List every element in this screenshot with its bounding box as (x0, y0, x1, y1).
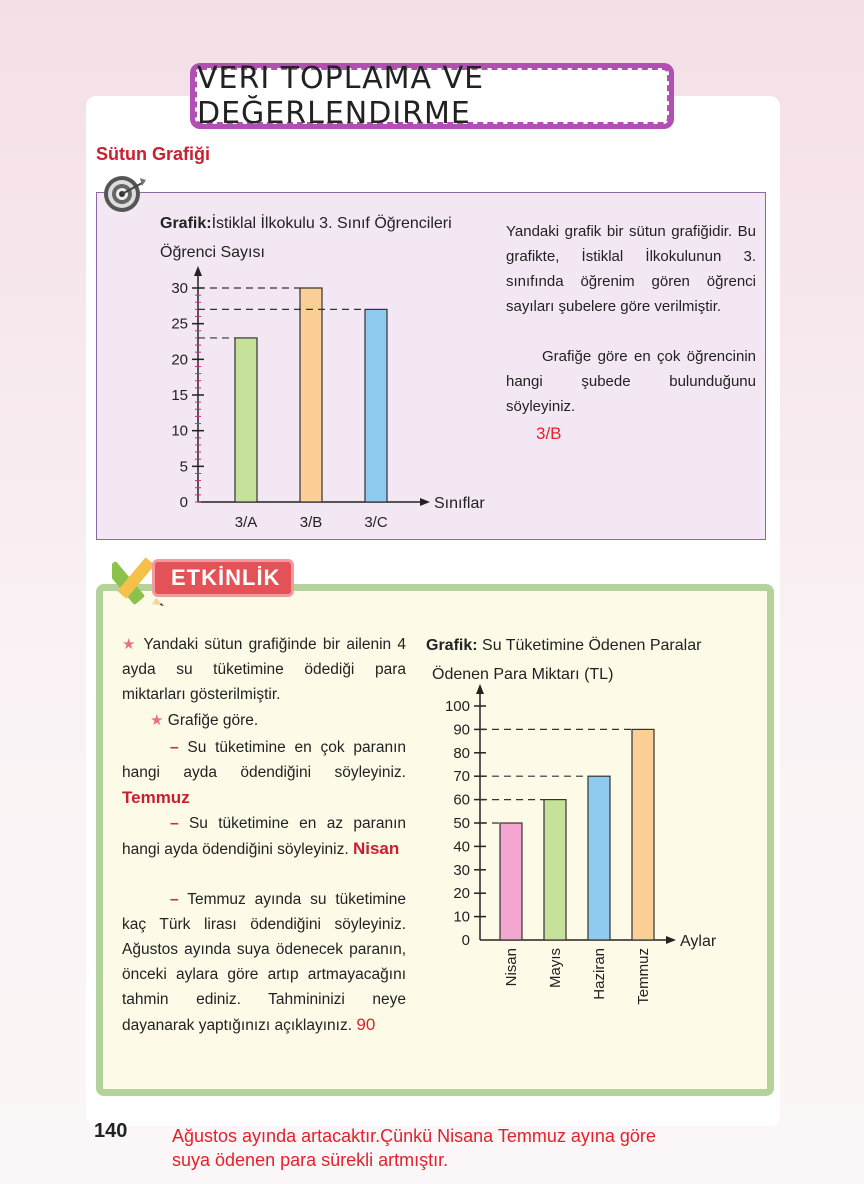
y-tick-label: 5 (179, 458, 188, 476)
x-axis-label: Sınıflar (434, 495, 485, 512)
chart2-title-text: Su Tüketimine Ödenen Paralar (482, 637, 702, 654)
chart2-ylabel: Ödenen Para Miktarı (TL) (432, 666, 614, 683)
dash-mark: – (170, 739, 179, 756)
activity-intro-text: Yandaki sütun grafiğinde bir ailenin 4 ayda su tüketimine ödediği para miktarları gösterilmiştir. (122, 636, 406, 703)
chart1-paragraph1: Yandaki grafik bir sütun grafiğidir. Bu grafikte, İstiklal İlkokulunun 3. sınıfında öğrenim gören öğrenci sayıları şubelere göre verilmiştir. (506, 223, 756, 315)
footer-answer (172, 1124, 656, 1172)
chart1-title-text: İstiklal İlkokulu 3. Sınıf Öğrencileri (211, 215, 452, 232)
activity-q2-text: Su tüketimine en az paranın hangi ayda ödendiğini söyleyiniz. (122, 815, 406, 858)
activity-q1-text: Su tüketimine en çok paranın hangi ayda ödendiğini söyleyiniz. (122, 739, 407, 781)
y-tick-label: 0 (179, 494, 188, 511)
chart1-title-label: Grafik: (160, 215, 212, 232)
page-title: VERI TOPLAMA VE DEĞERLENDIRME (195, 68, 669, 124)
star-icon: ★ (122, 636, 138, 653)
y-tick-label: 50 (453, 815, 470, 832)
x-tick-label: Temmuz (635, 948, 652, 1005)
y-tick-label: 0 (461, 932, 470, 949)
activity-lead (150, 708, 258, 733)
chart1-title (160, 215, 452, 233)
x-axis-label: Aylar (680, 933, 717, 950)
activity-lead-text: Grafiğe göre. (167, 712, 259, 729)
chart1-paragraph2: Grafiğe göre en çok öğrencinin hangi şubede bulunduğunu söyleyiniz. (506, 348, 756, 415)
activity-answer-3: 90 (356, 1015, 376, 1034)
footer-answer-line1: Ağustos ayında artacaktır.Çünkü Nisana Temmuz ayına göre (172, 1126, 656, 1146)
x-tick-label: Mayıs (547, 948, 564, 989)
x-tick-label: 3/B (299, 514, 323, 531)
title-banner (190, 63, 674, 129)
y-tick-label: 20 (453, 885, 470, 903)
chart2-title (426, 637, 701, 655)
activity-answer-2: Nisan (352, 839, 400, 858)
y-tick-label: 10 (453, 908, 470, 926)
dash-mark: – (170, 891, 179, 908)
chart2-title-label: Grafik: (426, 637, 478, 654)
activity-intro (122, 632, 406, 707)
activity-q1 (122, 735, 406, 811)
footer-answer-line2: suya ödenen para sürekli artmıştır. (172, 1150, 449, 1170)
page-number: 140 (94, 1120, 128, 1142)
x-tick-label: 3/C (364, 514, 388, 531)
activity-answer-1: Temmuz (122, 788, 190, 807)
y-tick-label: 15 (171, 387, 188, 404)
y-tick-label: 20 (171, 351, 188, 369)
x-tick-label: Haziran (591, 948, 608, 1000)
y-tick-label: 25 (171, 315, 188, 333)
y-tick-label: 80 (453, 744, 470, 762)
y-tick-label: 40 (453, 838, 470, 856)
y-tick-label: 70 (453, 768, 470, 786)
y-tick-label: 10 (171, 422, 188, 440)
activity-q3 (122, 887, 406, 1038)
x-tick-label: 3/A (234, 514, 258, 531)
section-heading: Sütun Grafiği (96, 144, 210, 164)
activity-q2 (122, 811, 406, 862)
target-icon (100, 168, 148, 216)
activity-q3-text: Temmuz ayında su tüketimine kaç Türk lirası ödendiğini söyleyiniz. Ağustos ayında suya ödenecek paranın, önceki aylara göre artıp artmayacağını tahmin ediniz. Tahmininizi neye dayanarak yaptığınızı açıklayınız. (122, 891, 406, 1034)
x-tick-label: Nisan (503, 948, 520, 987)
chart1-ylabel: Öğrenci Sayısı (160, 244, 265, 261)
y-tick-label: 30 (453, 861, 470, 879)
y-tick-label: 90 (453, 721, 470, 739)
dash-mark: – (170, 815, 179, 832)
y-tick-label: 60 (453, 791, 470, 809)
y-tick-label: 30 (171, 280, 188, 297)
activity-banner: ETKİNLİK (152, 559, 294, 597)
y-tick-label: 100 (444, 698, 470, 715)
chart1-answer: 3/B (536, 424, 562, 443)
star-icon: ★ (150, 712, 164, 729)
